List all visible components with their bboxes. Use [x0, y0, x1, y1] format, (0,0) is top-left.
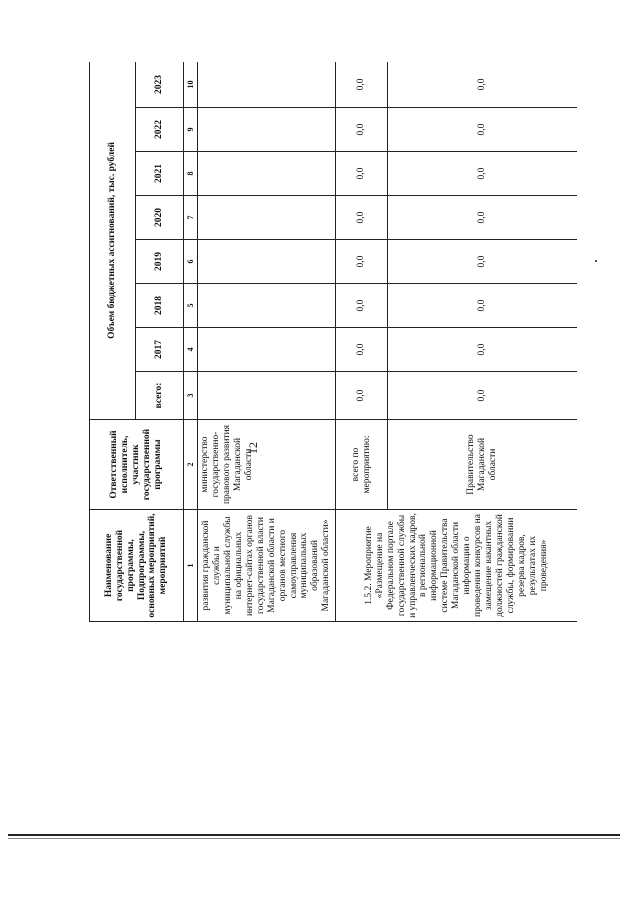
- column-number: 9: [184, 108, 198, 152]
- value-cell: 0,0: [336, 62, 388, 108]
- value-cell: 0,0: [336, 284, 388, 328]
- value-cell: 0,0: [388, 240, 577, 284]
- row-name: развития гражданской службы и муниципальной службы на официальных интернет-сайтах органов государственной власти Магаданской области и органов местного самоуправления муниципальных образований Магаданской области»: [198, 510, 336, 622]
- column-number: 10: [184, 62, 198, 108]
- header-executor: Ответственный исполнитель, участник государственной программы: [90, 420, 184, 510]
- column-number: 5: [184, 284, 198, 328]
- column-number: 8: [184, 152, 198, 196]
- row-executor: Правительство Магаданской области: [388, 420, 577, 510]
- value-cell: 0,0: [388, 196, 577, 240]
- value-cell: 0,0: [336, 108, 388, 152]
- header-name: Наименование государственной программы, Подпрограммы, основных мероприятий, мероприятий: [90, 510, 184, 622]
- row-executor: министерство государственно-правового развития Магаданской области: [198, 420, 336, 510]
- header-year: 2019: [136, 240, 184, 284]
- column-number: 6: [184, 240, 198, 284]
- row-executor: всего по мероприятию:: [336, 420, 388, 510]
- column-number-row: [184, 62, 198, 622]
- page-number: 12: [246, 442, 260, 454]
- header-year: 2018: [136, 284, 184, 328]
- value-cell: [198, 240, 336, 284]
- value-cell: 0,0: [388, 152, 577, 196]
- scan-edge-line-thin: [8, 838, 620, 839]
- value-cell: [198, 152, 336, 196]
- value-cell: 0,0: [336, 196, 388, 240]
- value-cell: [198, 284, 336, 328]
- value-cell: 0,0: [388, 284, 577, 328]
- header-row-1: [90, 62, 136, 622]
- budget-table-region: [89, 62, 577, 622]
- header-total: всего:: [136, 372, 184, 420]
- value-cell: [198, 196, 336, 240]
- table-row: [198, 62, 336, 622]
- budget-table-rotated: [89, 62, 577, 622]
- value-cell: 0,0: [388, 108, 577, 152]
- header-year: 2017: [136, 328, 184, 372]
- header-year: 2021: [136, 152, 184, 196]
- header-budget-group: Объем бюджетных ассигнований, тыс. рублей: [90, 62, 136, 420]
- column-number: 2: [184, 420, 198, 510]
- value-cell: [198, 62, 336, 108]
- budget-table: [89, 62, 577, 622]
- header-year: 2020: [136, 196, 184, 240]
- value-cell: [198, 108, 336, 152]
- header-year: 2022: [136, 108, 184, 152]
- value-cell: 0,0: [336, 240, 388, 284]
- value-cell: 0,0: [388, 328, 577, 372]
- column-number: 3: [184, 372, 198, 420]
- scan-speck: [595, 260, 597, 262]
- value-cell: 0,0: [336, 152, 388, 196]
- column-number: 1: [184, 510, 198, 622]
- row-name: 1.5.2. Мероприятие «Размещение на Федеральном портале государственной службы и управленческих кадров, в региональной информационной системе Правительства Магаданской области информации о проведении конкурсов на замещение вакантных должностей гражданской службы, формировании резерва кадров, результатах их проведения»: [336, 510, 577, 622]
- value-cell: 0,0: [336, 372, 388, 420]
- header-year: 2023: [136, 62, 184, 108]
- value-cell: [198, 328, 336, 372]
- value-cell: 0,0: [388, 62, 577, 108]
- scan-edge-line: [8, 834, 620, 836]
- table-row: [336, 62, 388, 622]
- value-cell: [198, 372, 336, 420]
- value-cell: 0,0: [388, 372, 577, 420]
- column-number: 7: [184, 196, 198, 240]
- value-cell: 0,0: [336, 328, 388, 372]
- column-number: 4: [184, 328, 198, 372]
